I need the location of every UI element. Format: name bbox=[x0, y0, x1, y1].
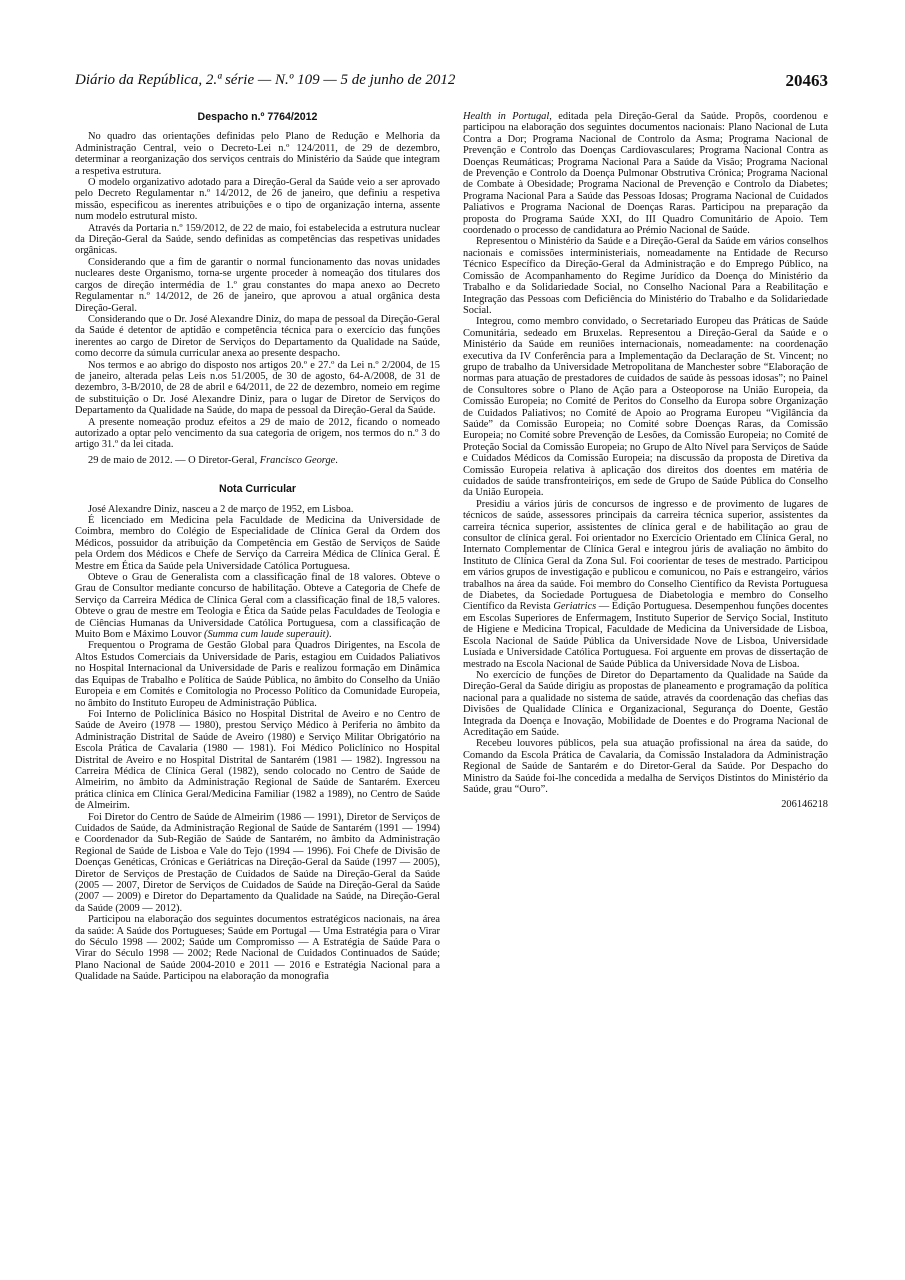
document-reference: 206146218 bbox=[781, 799, 828, 811]
despacho-paragraph-4: Considerando que a fim de garantir o normal funcionamento das novas unidades nucleares deste Organismo, torna-se urgente proceder à nomeação dos titulares dos cargos de direção intermédia de 1.º grau constantes do mapa anexo ao Decreto Regulamentar n.º 14/2012, de 26 de janeiro, que aprovou a atual orgânica desta Direção-Geral. bbox=[75, 256, 440, 314]
nota-paragraph-3 bbox=[75, 572, 440, 640]
nota-paragraph-4: Frequentou o Programa de Gestão Global para Quadros Dirigentes, na Escola de Altos Estudos Comerciais da Universidade de Paris, estagiou em Cuidados Paliativos no Hospital Internacional da Universidade de Paris e realizou formação em Dinâmica das Equipas de Trabalho e Política de Saúde Pública, no âmbito do Conselho da União Europeia e em Comités e Comitologia no Processo Político da Comunidade Europeia, no âmbito do Instituto Europeu de Administração Pública. bbox=[75, 640, 440, 709]
nota-p3-text: Obteve o Grau de Generalista com a classificação final de 18 valores. Obteve o Grau de Consultor mediante concurso de habilitação. Obteve a Categoria de Chefe de Serviço da Carreira Médica de Clínica Geral com a classificação final de 18,5 valores. Obteve o grau de mestre em Teologia e Ética da Saúde pelas Faculdades de Teologia e de Ciências Humanas da Universidade Católica Portuguesa, com a classificação de Muito Bom e Máximo Louvor bbox=[75, 572, 440, 641]
nota-paragraph-8: Representou o Ministério da Saúde e a Direção-Geral da Saúde em vários conselhos nacionais e comissões interministeriais, nomeadamente na Entidade de Recurso Técnico Específico da Direção-Geral da Administração e do Emprego Público, na Comissão de Acompanhamento do Regime Jurídico da Doença do Ministério da Trabalho e da Solidariedade Social, no Conselho Nacional Para a Reabilitação e Integração das Pessoas com Deficiência do Ministério do Trabalho e da Solidariedade Social. bbox=[463, 236, 828, 316]
nota-p7-italic: Health in Portugal bbox=[463, 111, 550, 122]
nota-paragraph-7-start: Participou na elaboração dos seguintes documentos estratégicos nacionais, na área da saúde: A Saúde dos Portugueses; Saúde em Portugal — Uma Estratégia para o Virar do Século 1998 — 2002; Saúde um Compromisso — A Estratégia de Saúde Para o Virar do Século 1998 — 2002; Rede Nacional de Cuidados Continuados de Saúde; Plano Nacional de Saúde 2004-2010 e 2011 — 2016 e Estratégia Nacional para a Qualidade na Saúde. Participou na elaboração da monografia bbox=[75, 914, 440, 983]
nota-p10-rest: — Edição Portuguesa. Desempenhou funções docentes em Escolas Superiores de Enfermagem, Instituto Superior de Serviço Social, Instituto de Higiene e Medicina Tropical, Faculdade de Medicina da Universidade de Lisboa, Escola Nacional de Saúde Pública da Universidade Nove de Lisboa, Universidade Lusíada e Universidade Católica Portuguesa. Foi arguente em provas de dissertação de mestrado na Escola Nacional de Saúde Pública da Universidade Nova de Lisboa. bbox=[463, 601, 828, 670]
journal-title: Diário da República, 2.ª série — N.º 109 — 5 de junho de 2012 bbox=[75, 72, 456, 88]
nota-paragraph-1: José Alexandre Diniz, nasceu a 2 de março de 1952, em Lisboa. bbox=[88, 503, 354, 515]
nota-paragraph-2: É licenciado em Medicina pela Faculdade de Medicina da Universidade de Coimbra, membro do Colégio de Especialidade de Clínica Geral da Ordem dos Médicos, possuidor da atribuição da Competência em Gestão de Serviços de Saúde pela Ordem dos Médicos e Chefe de Serviço da Carreira Médica de Clínica Geral. É Mestre em Ética da Saúde pela Universidade Católica Portuguesa. bbox=[75, 515, 440, 572]
nota-p10-text: Presidiu a vários júris de concursos de ingresso e de provimento de lugares de técnicos de saúde, assessores principais da carreira técnica superior, assistentes da carreira técnica superior, assistentes de clínica geral e de habilitação ao grau de consultor de clínica geral. Foi orientador no Exercício Orientado em Clínica Geral, no Internato Complementar de Clínica Geral e integrou júris de avaliação no âmbito do Instituto de Clínica Geral da Zona Sul. Foi coorientar de teses de mestrado. Participou em vários grupos de investigação e publicou e comunicou, no País e estrangeiro, vários trabalhos na área da saúde. Foi membro do Conselho Científico da Revista Portuguesa de Diabetes, da Sociedade Portuguesa de Diabetologia e membro do Conselho Científico da Revista bbox=[463, 498, 828, 613]
nota-paragraph-9: Integrou, como membro convidado, o Secretariado Europeu das Práticas de Saúde Comunitária, sedeado em Bruxelas. Representou a Direção-Geral da Saúde e o Ministério da Saúde em reuniões internacionais, nomeadamente: na coordenação executiva da IV Conferência para a Implementação da Declaração de St. Vincent; no grupo de trabalho da Universidade Metropolitana de Manchester sobre “Elaboração de normas para atuação de prestadores de cuidados de saúde às pessoas idosas”; no Painel de Consultores sobre o Plano de Ação para a Osteoporose na União Europeia, da Comissão Europeia; no Comité de Peritos do Conselho da Europa sobre Organização de Cuidados Paliativos; no Comité de Apoio ao Programa Europeu “Vigilância da Saúde” da Comissão Europeia; no Comité sobre Doenças Raras, da Comissão Europeia; no Comité sobre Prevenção de Lesões, da Comissão Europeia; no Comité de Proteção Social da Comissão Europeia; no Grupo de Alto Nível para Serviços de Saúde e Cuidados Médicos da Comissão Europeia; na discussão da proposta de Diretiva da Comissão Europeia relativa à aplicação dos direitos dos doentes em matéria de cuidados de saúde transfronteiriços, em sede de Grupo de Saúde Pública do Conselho da União Europeia. bbox=[463, 316, 828, 499]
page-number: 20463 bbox=[785, 71, 828, 90]
nota-p3-italic: (Summa cum laude superauit) bbox=[204, 629, 329, 641]
nota-paragraph-11: No exercício de funções de Diretor do Departamento da Qualidade na Saúde da Direção-Geral da Saúde dirigiu as propostas de planeamento e programação da política nacional para a qualidade no sistema de saúde, através da coordenação das chefias das Divisões de Qualidade Clínica e Organizacional, Segurança do Doente, Gestão Integrada da Doença e Inovação, Mobilidade de Doentes e do Programa Nacional de Acreditação em Saúde. bbox=[463, 669, 828, 738]
right-column bbox=[463, 111, 828, 811]
signature-text: 29 de maio de 2012. — O Diretor-Geral, bbox=[88, 454, 260, 466]
page-header bbox=[75, 72, 828, 94]
despacho-paragraph-2: O modelo organizativo adotado para a Direção-Geral da Saúde veio a ser aprovado pelo Decreto Regulamentar n.º 14/2012, de 26 de janeiro, que definiu a respetiva missão, especificou as inerentes atribuições e o tipo de organização interna, assente num modelo estrutural misto. bbox=[75, 177, 440, 223]
despacho-paragraph-6: Nos termos e ao abrigo do disposto nos artigos 20.º e 27.º da Lei n.º 2/2004, de 15 de janeiro, alterada pelas Leis n.os 51/2005, de 30 de agosto, 64-A/2008, de 31 de dezembro, 3-B/2010, de 28 de abril e 64/2011, de 22 de dezembro, nomeio em regime de substituição o Dr. José Alexandre Diniz, para o lugar de Diretor de Serviços do Departamento da Qualidade na Saúde, do mapa de pessoal da Direção-Geral da Saúde. bbox=[75, 359, 440, 417]
despacho-title: Despacho n.º 7764/2012 bbox=[197, 111, 318, 123]
left-column bbox=[75, 111, 440, 983]
nota-title: Nota Curricular bbox=[218, 483, 297, 496]
despacho-paragraph-1: No quadro das orientações definidas pelo Plano de Redução e Melhoria da Administração Central, veio o Decreto-Lei n.º 124/2011, de 29 de dezembro, determinar a reorganização dos serviços centrais do Ministério da Saúde que integram a respetiva estrutura. bbox=[75, 131, 440, 177]
nota-paragraph-6: Foi Diretor do Centro de Saúde de Almeirim (1986 — 1991), Diretor de Serviços de Cuidados de Saúde, da Administração Regional de Saúde de Santarém (1991 — 1994) e Coordenador da Sub-Região de Saúde de Santarém, no âmbito da Administração Regional de Saúde de Lisboa e Vale do Tejo (1994 — 1996). Foi Chefe de Divisão de Doenças Genéticas, Crónicas e Geriátricas na Direção-Geral da Saúde (1997 — 2005), Diretor de Serviços de Prestação de Cuidados de Saúde na Direção-Geral da Saúde (2005 — 2007, Diretor de Serviços de Cuidados de Saúde na Direção-Geral da Saúde (2007 — 2009) e Diretor do Departamento da Qualidade na Saúde, na Direção-Geral da Saúde (2009 — 2012). bbox=[75, 811, 440, 914]
nota-p3-end: . bbox=[328, 629, 332, 641]
nota-paragraph-7-cont bbox=[463, 111, 828, 236]
despacho-paragraph-5: Considerando que o Dr. José Alexandre Diniz, do mapa de pessoal da Direção-Geral da Saúde é detentor de aptidão e competência técnica para o exercício das funções inerentes ao cargo de Diretor de Serviços do Departamento da Qualidade na Saúde, como decorre da súmula curricular anexa ao presente despacho. bbox=[75, 313, 440, 360]
nota-paragraph-12: Recebeu louvores públicos, pela sua atuação profissional na área da saúde, do Comando da Escola Prática de Cavalaria, da Comissão Instaladora da Administração Regional de Saúde de Santarém e do Diretor-Geral da Saúde. Por Despacho do Ministro da Saúde foi-lhe concedida a medalha de Serviços Distintos do Ministério da Saúde, grau “Ouro”. bbox=[463, 738, 828, 795]
nota-p10-italic: Geriatrics bbox=[553, 601, 597, 613]
signature-name: Francisco George bbox=[259, 454, 336, 466]
despacho-paragraph-3: Através da Portaria n.º 159/2012, de 22 de maio, foi estabelecida a estrutura nuclear da Direção-Geral da Saúde, sendo definidas as competências das respetivas unidades orgânicas. bbox=[75, 222, 440, 257]
nota-paragraph-10 bbox=[463, 499, 828, 670]
despacho-paragraph-7: A presente nomeação produz efeitos a 29 de maio de 2012, ficando o nomeado autorizado a optar pelo vencimento da sua categoria de origem, nos termos do n.º 3 do artigo 31.º da lei citada. bbox=[75, 416, 440, 451]
nota-p7-rest: , editada pela Direção-Geral da Saúde. Propôs, coordenou e participou na elaboração dos seguintes documentos nacionais: Plano Nacional de Luta Contra a Dor; Programa Nacional de Controlo da Asma; Programa Nacional de Prevenção e Controlo das Doenças Cardiovasculares; Programa Nacional Contra as Doenças Reumáticas; Programa Nacional Para a Saúde da Visão; Programa Nacional de Prevenção e Controlo da Doença Pulmonar Obstrutiva Crónica; Programa Nacional de Combate à Obesidade; Programa Nacional de Prevenção e Controlo da Diabetes; Programa Nacional Para a Saúde das Pessoas Idosas; Programa Nacional de Cuidados Paliativos e Programa Nacional de Doenças Raras. Participou na preparação da proposta do Programa Saúde XXI, do III Quadro Comunitário de Apoio. Tem coordenado o processo de candidatura ao Prémio Nacional de Saúde. bbox=[463, 111, 828, 237]
nota-paragraph-5: Foi Interno de Policlínica Básico no Hospital Distrital de Aveiro e no Centro de Saúde de Aveiro (1978 — 1980), prestou Serviço Médico à Periferia no âmbito da Administração Distrital de Saúde de Aveiro (1980) e Serviço Militar Obrigatório na Escola Prática de Cavalaria (1980 — 1981). Foi Médico Policlínico no Hospital Distrital de Aveiro e no Hospital Distrital de Santarém (1981 — 1982). Ingressou na Carreira Médica de Clínica Geral (1982), sendo colocado no Centro de Saúde de Almeirim, no âmbito da Administração Regional de Saúde de Santarém. Exerceu prática clínica em Clínica Geral/Medicina Familiar (1982 a 1989), no Centro de Saúde de Almeirim. bbox=[75, 708, 440, 812]
despacho-signature bbox=[75, 455, 440, 466]
signature-end: . bbox=[335, 454, 338, 466]
